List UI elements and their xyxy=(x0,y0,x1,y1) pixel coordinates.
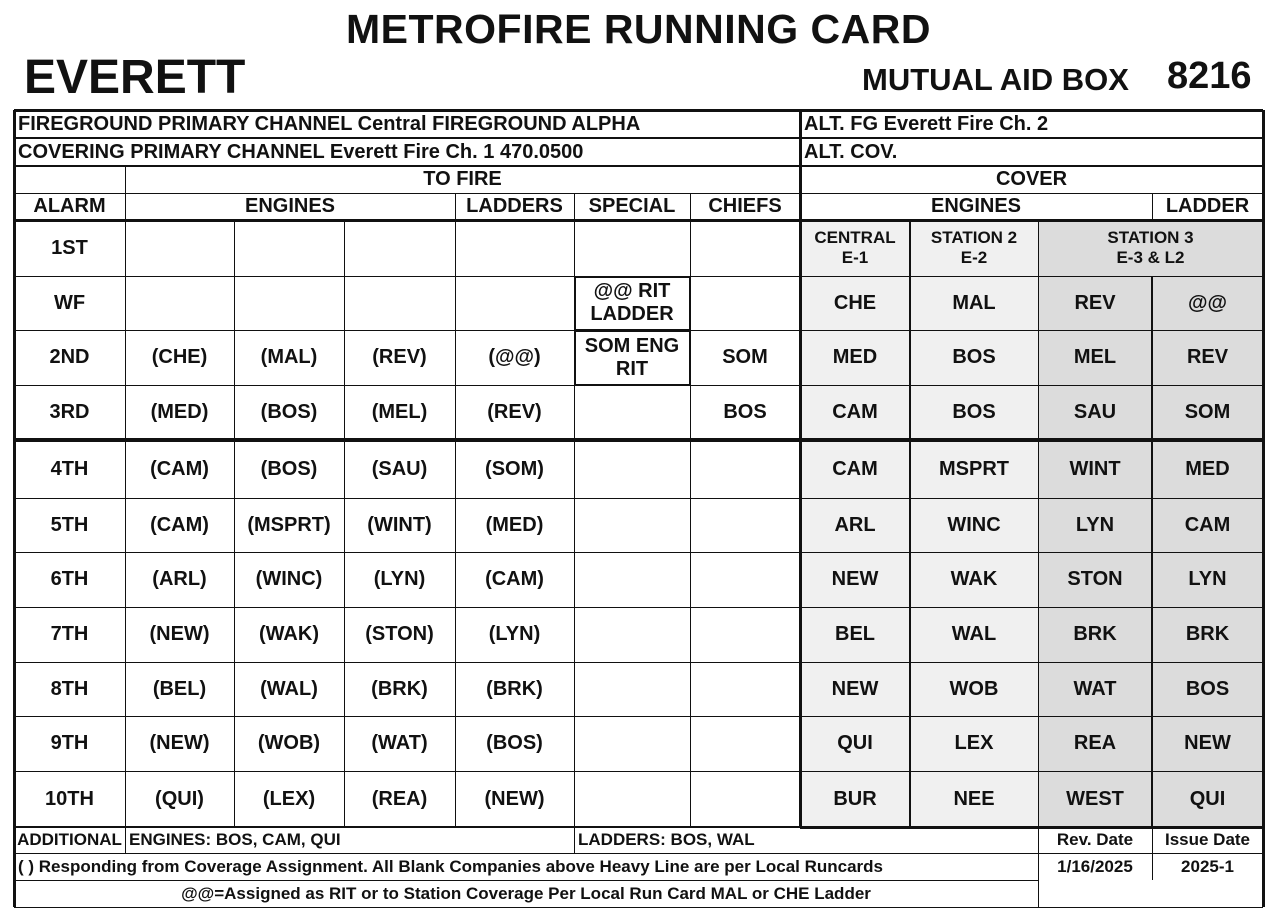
tofire-ladder-cell: (MED) xyxy=(485,513,544,536)
tofire-e3-cell xyxy=(344,276,455,330)
fireground-primary-channel: FIREGROUND PRIMARY CHANNEL Central FIREGROUND ALPHA xyxy=(18,112,641,135)
tofire-chiefs-cell xyxy=(690,498,800,552)
cover-c2-cell: WAL xyxy=(951,623,997,645)
station2-header: STATION 2 E-2 xyxy=(930,228,1018,267)
alarm-level: 9TH xyxy=(50,732,89,754)
tofire-e2-cell xyxy=(234,220,344,276)
grid-line xyxy=(574,827,575,853)
tofire-e3-cell: (WAT) xyxy=(371,732,428,754)
tofire-special-cell xyxy=(574,220,690,276)
rit-note: @@=Assigned as RIT or to Station Coverage Per Local Run Card MAL or CHE Ladder xyxy=(181,883,871,903)
issue-date-label: Issue Date xyxy=(1164,830,1251,850)
cover-c1-cell: CAM xyxy=(832,457,878,480)
covering-primary-channel: COVERING PRIMARY CHANNEL Everett Fire Ch. 1 470.0500 xyxy=(18,140,584,163)
cover-c2-cell: MAL xyxy=(952,291,996,314)
tofire-special-cell xyxy=(574,662,690,716)
grid-line xyxy=(1152,827,1153,880)
tofire-special-cell xyxy=(574,440,690,498)
cover-ladder-header: LADDER xyxy=(1165,195,1250,217)
grid-line xyxy=(14,853,1038,854)
cover-c4-cell: REV xyxy=(1186,346,1229,368)
grid-line xyxy=(14,219,1263,222)
special-assignment-box xyxy=(574,276,691,331)
grid-line xyxy=(14,771,1263,772)
cover-c1-cell: CAM xyxy=(832,401,878,423)
cover-c4-cell: NEW xyxy=(1184,732,1231,754)
cover-c1-cell: MED xyxy=(832,346,878,368)
tofire-chiefs-cell xyxy=(690,716,800,771)
tofire-ladder-cell xyxy=(455,276,574,330)
city-name: EVERETT xyxy=(24,51,246,104)
cover-c3-cell: LYN xyxy=(1075,513,1115,536)
tofire-e3-cell: (MEL) xyxy=(371,401,428,423)
tofire-e2-cell: (WAL) xyxy=(260,677,318,700)
tofire-e1-cell: (CAM) xyxy=(150,457,209,480)
cover-c3-cell: REA xyxy=(1073,732,1117,754)
to-fire-header: TO FIRE xyxy=(423,168,502,190)
grid-line xyxy=(1152,193,1153,220)
grid-line xyxy=(1038,220,1039,907)
tofire-special-cell xyxy=(574,498,690,552)
tofire-e1-cell: (QUI) xyxy=(155,787,204,810)
cover-c3-cell: WAT xyxy=(1073,677,1117,700)
additional-ladders: LADDERS: BOS, WAL xyxy=(578,830,755,850)
grid-line xyxy=(14,438,1263,442)
cover-c3-cell: MEL xyxy=(1073,346,1117,368)
tofire-chiefs-cell: BOS xyxy=(723,401,767,423)
grid-line xyxy=(14,607,1263,608)
grid-line xyxy=(125,166,126,853)
ladders-header: LADDERS xyxy=(466,195,563,217)
grid-line xyxy=(14,137,1263,139)
tofire-e2-cell: (WINC) xyxy=(255,568,323,590)
tofire-ladder-cell: (@@) xyxy=(488,346,541,368)
alarm-level: 10TH xyxy=(45,787,94,810)
tofire-special-cell xyxy=(574,552,690,607)
cover-c3-cell: BRK xyxy=(1073,623,1117,645)
cover-c2-cell: BOS xyxy=(952,346,996,368)
tofire-e1-cell: (BEL) xyxy=(152,677,207,700)
cover-c1-cell: NEW xyxy=(831,568,879,590)
tofire-ladder-cell: (CAM) xyxy=(485,568,544,590)
cover-c1-cell: BUR xyxy=(833,787,877,810)
tofire-e2-cell: (MAL) xyxy=(260,346,318,368)
tofire-ladder-cell xyxy=(455,220,574,276)
cover-c3-cell: WEST xyxy=(1066,787,1124,810)
special-assignment-box xyxy=(574,330,691,386)
cover-c4-cell: LYN xyxy=(1188,568,1227,590)
grid-line xyxy=(909,220,911,827)
tofire-ladder-cell: (REV) xyxy=(487,401,542,423)
alarm-level: 5TH xyxy=(50,513,89,536)
tofire-ladder-cell: (BOS) xyxy=(486,732,543,754)
tofire-ladder-cell: (NEW) xyxy=(484,787,545,810)
cover-c2-cell: WAK xyxy=(950,568,998,590)
tofire-ladder-cell: (SOM) xyxy=(485,457,544,480)
alarm-level: 4TH xyxy=(50,457,89,480)
cover-c1-cell: ARL xyxy=(834,513,876,536)
coverage-note: ( ) Responding from Coverage Assignment. All Blank Companies above Heavy Line are per Local Runcards xyxy=(18,856,884,876)
tofire-e3-cell: (REA) xyxy=(371,787,428,810)
tofire-chiefs-cell: SOM xyxy=(722,346,768,368)
tofire-e3-cell: (LYN) xyxy=(373,568,426,590)
grid-line xyxy=(14,552,1263,553)
central-station-header: CENTRAL E-1 xyxy=(814,228,896,267)
tofire-e3-cell: (SAU) xyxy=(371,457,428,480)
cover-c2-cell: LEX xyxy=(954,732,994,754)
chiefs-header: CHIEFS xyxy=(708,195,782,217)
cover-c4-cell: @@ xyxy=(1187,291,1227,314)
tofire-special-cell: SOM ENG RIT xyxy=(584,334,680,380)
tofire-chiefs-cell xyxy=(690,771,800,827)
cover-c4-cell: QUI xyxy=(1189,787,1226,810)
tofire-e2-cell: (LEX) xyxy=(262,787,316,810)
cover-c2-cell: BOS xyxy=(952,401,996,423)
alarm-level: 1ST xyxy=(51,236,88,259)
tofire-e3-cell: (WINT) xyxy=(367,513,432,536)
tofire-special-cell xyxy=(574,607,690,662)
tofire-e1-cell: (MED) xyxy=(150,401,209,423)
card-title: METROFIRE RUNNING CARD xyxy=(346,6,931,52)
alt-fireground-channel: ALT. FG Everett Fire Ch. 2 xyxy=(804,112,1049,135)
grid-line xyxy=(344,220,345,827)
tofire-special-cell xyxy=(574,385,690,440)
box-number: 8216 xyxy=(1167,55,1252,97)
additional-engines: ENGINES: BOS, CAM, QUI xyxy=(129,830,341,850)
tofire-e3-cell xyxy=(344,220,455,276)
alarm-level: 8TH xyxy=(50,677,89,700)
tofire-special-cell: @@ RIT LADDER xyxy=(590,280,674,325)
cover-c2-cell: MSPRT xyxy=(939,457,1009,480)
tofire-e3-cell: (BRK) xyxy=(371,677,428,700)
cover-c3-cell: WINT xyxy=(1069,457,1121,480)
tofire-special-cell xyxy=(574,716,690,771)
alarm-level: 7TH xyxy=(50,623,89,645)
grid-line xyxy=(14,907,1263,908)
tofire-e2-cell: (BOS) xyxy=(260,457,318,480)
tofire-chiefs-cell xyxy=(690,276,800,330)
cover-c4-cell: SOM xyxy=(1184,401,1231,423)
cover-c1-cell: QUI xyxy=(837,732,873,754)
cover-c2-cell: NEE xyxy=(953,787,995,810)
tofire-e2-cell: (WOB) xyxy=(257,732,321,754)
grid-line xyxy=(800,826,1263,829)
grid-line xyxy=(1038,853,1263,854)
cover-c1-cell: CHE xyxy=(833,291,877,314)
additional-label: ADDITIONAL xyxy=(17,830,122,850)
cover-c2-cell: WINC xyxy=(947,513,1001,536)
grid-line xyxy=(234,220,235,827)
special-header: SPECIAL xyxy=(588,195,676,217)
alarm-level: 3RD xyxy=(49,401,90,423)
station3-header: STATION 3 E-3 & L2 xyxy=(1107,228,1194,267)
cover-c3-cell: REV xyxy=(1074,291,1116,314)
cover-c4-cell: BRK xyxy=(1185,623,1230,645)
grid-line xyxy=(14,662,1263,663)
cover-engines-header: ENGINES xyxy=(930,195,1022,217)
tofire-e1-cell: (CAM) xyxy=(150,513,209,536)
grid-line xyxy=(14,165,1263,167)
box-label: MUTUAL AID BOX xyxy=(862,62,1129,97)
rev-date-label: Rev. Date xyxy=(1056,830,1134,850)
cover-c4-cell: BOS xyxy=(1185,677,1230,700)
grid-line xyxy=(799,110,802,827)
grid-line xyxy=(1151,276,1153,827)
tofire-e3-cell: (REV) xyxy=(372,346,427,368)
alarm-level: 6TH xyxy=(50,568,89,590)
grid-line xyxy=(455,193,456,827)
tofire-e2-cell: (WAK) xyxy=(259,623,319,645)
tofire-e2-cell: (MSPRT) xyxy=(247,513,331,536)
tofire-e1-cell xyxy=(125,276,234,330)
grid-line xyxy=(13,110,16,907)
alarm-level: WF xyxy=(53,291,86,314)
tofire-chiefs-cell xyxy=(690,220,800,276)
tofire-e1-cell xyxy=(125,220,234,276)
cover-c3-cell: SAU xyxy=(1073,401,1117,423)
cover-c4-cell: CAM xyxy=(1184,513,1231,536)
tofire-chiefs-cell xyxy=(690,440,800,498)
tofire-e2-cell: (BOS) xyxy=(260,401,318,423)
cover-c1-cell: BEL xyxy=(835,623,875,645)
tofire-e1-cell: (CHE) xyxy=(151,346,208,368)
cover-c1-cell: NEW xyxy=(831,677,879,700)
tofire-e1-cell: (NEW) xyxy=(149,623,210,645)
tofire-ladder-cell: (LYN) xyxy=(488,623,541,645)
cover-c4-cell: MED xyxy=(1185,457,1230,480)
tofire-e1-cell: (NEW) xyxy=(149,732,210,754)
grid-line xyxy=(14,716,1263,717)
tofire-special-cell xyxy=(574,771,690,827)
grid-line xyxy=(1262,110,1265,907)
issue-date: 2025-1 xyxy=(1181,856,1234,876)
tofire-chiefs-cell xyxy=(690,662,800,716)
rev-date: 1/16/2025 xyxy=(1057,856,1133,876)
grid-line xyxy=(14,880,1038,881)
cover-c3-cell: STON xyxy=(1067,568,1123,590)
grid-line xyxy=(14,193,1263,194)
alarm-level: 2ND xyxy=(49,346,90,368)
cover-c2-cell: WOB xyxy=(949,677,999,700)
tofire-chiefs-cell xyxy=(690,552,800,607)
grid-line xyxy=(14,109,1263,112)
engines-header: ENGINES xyxy=(244,195,336,217)
tofire-e3-cell: (STON) xyxy=(365,623,434,645)
tofire-e1-cell: (ARL) xyxy=(152,568,207,590)
tofire-e2-cell xyxy=(234,276,344,330)
alarm-header: ALARM xyxy=(33,195,106,217)
grid-line xyxy=(14,498,1263,499)
tofire-chiefs-cell xyxy=(690,607,800,662)
tofire-ladder-cell: (BRK) xyxy=(486,677,543,700)
alt-covering-channel: ALT. COV. xyxy=(804,140,898,163)
cover-header: COVER xyxy=(995,168,1068,190)
